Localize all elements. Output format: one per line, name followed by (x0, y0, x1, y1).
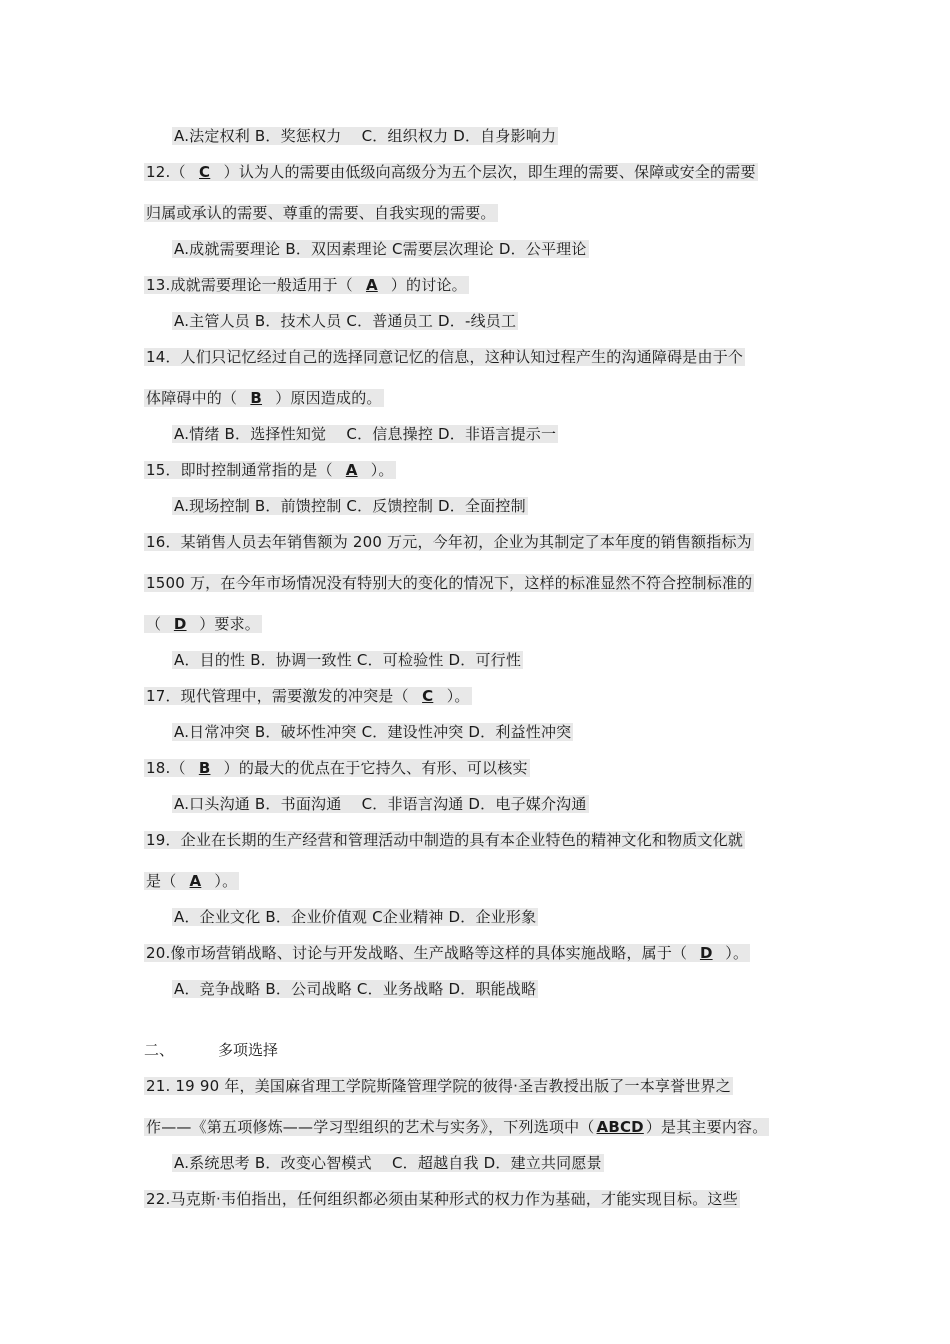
question-text-before: 13.成就需要理论一般适用于（ (146, 276, 353, 294)
question-text-before: 作——《第五项修炼——学习型组织的艺术与实务》，下列选项中（ (146, 1118, 595, 1136)
options-text: A．企业文化 B．企业价值观 C企业精神 D．企业形象 (174, 908, 537, 926)
question-text-before: （ (146, 615, 162, 633)
line-text: 14．人们只记忆经过自己的选择同意记忆的信息，这种认知过程产生的沟通障碍是由于个 (146, 348, 744, 366)
answer-options (144, 907, 538, 927)
text-line (144, 1076, 733, 1096)
question-line (144, 275, 469, 295)
answer-blank: D (699, 944, 713, 962)
answer-options (144, 979, 538, 999)
question-text-after: ）的讨论。 (390, 276, 467, 294)
text-line (144, 830, 745, 850)
question-text-before: 是（ (146, 872, 177, 890)
options-text: A.法定权利 B．奖惩权力 C．组织权力 D．自身影响力 (174, 127, 557, 145)
line-text: 16．某销售人员去年销售额为 200 万元，今年初，企业为其制定了本年度的销售额指标为 (146, 533, 752, 551)
answer-options (144, 794, 589, 814)
question-text-after: ）。 (725, 944, 749, 962)
answer-blank: ABCD (596, 1118, 644, 1136)
question-text-before: 体障碍中的（ (146, 389, 238, 407)
options-text: A．竞争战略 B．公司战略 C．业务战略 D．职能战略 (174, 980, 537, 998)
line-text: 19．企业在长期的生产经营和管理活动中制造的具有本企业特色的精神文化和物质文化就 (146, 831, 744, 849)
options-text: A.情绪 B．选择性知觉 C．信息操控 D．非语言提示一 (174, 425, 557, 443)
answer-blank: C (199, 163, 211, 181)
options-text: A.口头沟通 B．书面沟通 C．非语言沟通 D．电子媒介沟通 (174, 795, 587, 813)
line-text: 22.马克斯·韦伯指出，任何组织都必须由某种形式的权力作为基础，才能实现目标。这些 (146, 1190, 738, 1208)
question-text-after: ）的最大的优点在于它持久、有形、可以核实 (223, 759, 528, 777)
answer-blank: B (250, 389, 263, 407)
question-text-after: ）是其主要内容。 (645, 1118, 768, 1136)
question-line (144, 758, 530, 778)
answer-options (144, 239, 589, 259)
section-heading (144, 1040, 278, 1060)
question-text-before: 18.（ (146, 759, 186, 777)
answer-blank: A (189, 872, 202, 890)
answer-options (144, 311, 518, 331)
text-line (144, 1189, 740, 1209)
options-text: A.日常冲突 B．破坏性冲突 C．建设性冲突 D．利益性冲突 (174, 723, 572, 741)
question-line (144, 614, 262, 634)
question-line (144, 1117, 769, 1137)
answer-options (144, 496, 528, 516)
options-text: A．目的性 B．协调一致性 C．可检验性 D．可行性 (174, 651, 522, 669)
options-text: A.系统思考 B．改变心智模式 C．超越自我 D．建立共同愿景 (174, 1154, 602, 1172)
question-line (144, 162, 758, 182)
answer-options (144, 126, 558, 146)
options-text: A.主管人员 B．技术人员 C．普通员工 D．-线员工 (174, 312, 517, 330)
answer-options (144, 424, 558, 444)
section-number: 二、 (144, 1041, 175, 1059)
question-text-before: 12.（ (146, 163, 186, 181)
section-title: 多项选择 (218, 1041, 279, 1059)
question-text-after: ）。 (214, 872, 238, 890)
answer-blank: A (345, 461, 358, 479)
question-text-after: ）认为人的需要由低级向高级分为五个层次，即生理的需要、保障或安全的需要 (223, 163, 756, 181)
answer-options (144, 722, 573, 742)
question-line (144, 943, 750, 963)
options-text: A.成就需要理论 B．双因素理论 C需要层次理论 D．公平理论 (174, 240, 587, 258)
text-line (144, 203, 498, 223)
question-line (144, 871, 239, 891)
answer-blank: A (365, 276, 378, 294)
question-text-after: ）原因造成的。 (275, 389, 382, 407)
answer-options (144, 650, 523, 670)
line-text: 归属或承认的需要、尊重的需要、自我实现的需要。 (146, 204, 496, 222)
question-text-after: ）要求。 (199, 615, 261, 633)
answer-blank: B (198, 759, 211, 777)
question-text-before: 15．即时控制通常指的是（ (146, 461, 333, 479)
text-line (144, 573, 754, 593)
answer-blank: C (422, 687, 434, 705)
question-text-before: 20.像市场营销战略、讨论与开发战略、生产战略等这样的具体实施战略，属于（ (146, 944, 688, 962)
answer-options (144, 1153, 604, 1173)
line-text: 1500 万，在今年市场情况没有特别大的变化的情况下，这样的标准显然不符合控制标准的 (146, 574, 753, 592)
question-text-after: ）。 (446, 687, 470, 705)
text-line (144, 347, 745, 367)
options-text: A.现场控制 B．前馈控制 C．反馈控制 D．全面控制 (174, 497, 526, 515)
question-text-after: ）。 (370, 461, 394, 479)
question-line (144, 388, 384, 408)
answer-blank: D (173, 615, 187, 633)
line-text: 21. 19 90 年，美国麻省理工学院斯隆管理学院的彼得·圣吉教授出版了一本享誉世界之 (146, 1077, 731, 1095)
question-line (144, 460, 396, 480)
question-line (144, 686, 472, 706)
text-line (144, 532, 754, 552)
question-text-before: 17．现代管理中，需要激发的冲突是（ (146, 687, 409, 705)
